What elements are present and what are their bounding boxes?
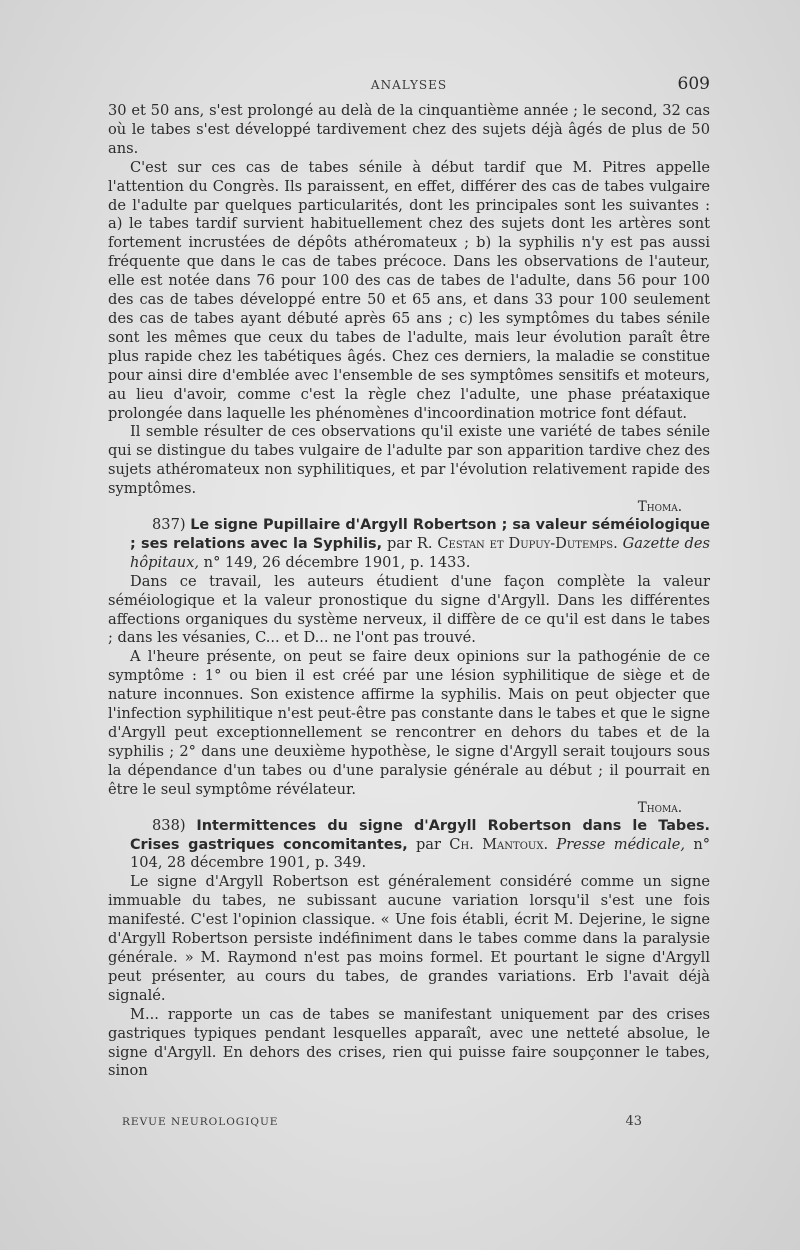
paragraph: Dans ce travail, les auteurs étudient d'une façon complète la valeur séméiologique et la valeur pronostique du signe d'Argyll. Dans les différentes affections organiques du système nerveux, il diffère de ce qu'il est dans le tabes ; dans les vésanies, C... et D... ne l'ont pas trouvé. — [108, 572, 710, 647]
page-footer — [122, 1114, 642, 1134]
paragraph: Il semble résulter de ces observations qu'il existe une variété de tabes sénile qui se distingue du tabes vulgaire de l'adulte par son apparition tardive chez des sujets athéromateux non syphilitiques, et par l'évolution relativement rapide des symptômes. — [108, 423, 710, 498]
entry-journal: Gazette des hôpitaux, — [130, 534, 711, 571]
entry-heading — [108, 817, 710, 874]
footer-journal-name: REVUE NEUROLOGIQUE — [122, 1116, 279, 1128]
footer-sheet-number: 43 — [625, 1114, 642, 1129]
page-header — [108, 74, 710, 98]
paragraph: A l'heure présente, on peut se faire deux opinions sur la pathogénie de ce symptôme : 1° ou bien il est créé par une lésion syphilitique de siège et de nature inconnues. Son existence affirme la syphilis. Mais on peut objecter que l'infection syphilitique n'est peut-être pas constante dans le tabes et que le signe d'Argyll peut exceptionnellement se rencontrer en dehors du tabes et de la syphilis ; 2° dans une deuxième hypothèse, le signe d'Argyll serait toujours sous la dépendance d'un tabes ou d'une paralysie générale au début ; il pourrait en être le seul symptôme révélateur. — [108, 648, 710, 798]
paragraph: 30 et 50 ans, s'est prolongé au delà de la cinquantième année ; le second, 32 cas où le tabes s'est développé tardivement chez des sujets déjà âgés de plus de 50 ans. — [108, 102, 710, 157]
entry-number: 837) — [152, 516, 186, 534]
entry-authors: Ch. Mantoux. — [449, 835, 549, 853]
entry-title: Intermittences du signe d'Argyll Robertson dans le Tabes. Crises gastriques concomitantes, — [130, 817, 711, 853]
author-signature: Thoma. — [637, 499, 682, 516]
entry-title: Le signe Pupillaire d'Argyll Robertson ; sa valeur séméiologique ; ses relations avec la Syphilis, — [130, 517, 711, 552]
page-number: 609 — [677, 74, 710, 94]
article-body — [108, 102, 710, 1081]
entry-number: 838) — [152, 816, 186, 834]
abstract-entry-837 — [108, 516, 710, 816]
entry-journal: Presse médicale, — [556, 835, 686, 853]
running-title: ANALYSES — [370, 78, 448, 92]
entry-citation: n° 149, 26 décembre 1901, p. 1433. — [203, 553, 471, 571]
entry-heading — [108, 516, 710, 573]
author-signature: Thoma. — [637, 799, 682, 816]
entry-by: par — [386, 534, 412, 552]
paragraph: M... rapporte un cas de tabes se manifestant uniquement par des crises gastriques typiques pendant lesquelles apparaît, avec une netteté absolue, le signe d'Argyll. En dehors des crises, rien qui puisse faire soupçonner le tabes, sinon — [108, 1005, 710, 1080]
entry-authors: R. Cestan et Dupuy-Dutemps. — [416, 534, 618, 552]
entry-by: par — [415, 835, 441, 853]
entry-citation: n° 104, 28 décembre 1901, p. 349. — [130, 835, 711, 872]
paragraph: Le signe d'Argyll Robertson est généralement considéré comme un signe immuable du tabes, ne subissant aucune variation lorsqu'il s'est une fois manifesté. C'est l'opinion classique. « Une fois établi, écrit M. Dejerine, le signe d'Argyll Robertson persiste indéfiniment dans le tabes comme dans la paralysie générale. » M. Raymond n'est pas moins formel. Et pourtant le signe d'Argyll peut présenter, au cours du tabes, de grandes variations. Erb l'avait déjà signalé. — [108, 873, 710, 1004]
abstract-entry-838 — [108, 817, 710, 1082]
paragraph: C'est sur ces cas de tabes sénile à début tardif que M. Pitres appelle l'attention du Congrès. Ils paraissent, en effet, différer des cas de tabes vulgaire de l'adulte par quelques particularités, dont les principales sont les suivantes : a) le tabes tardif survient habituellement chez des sujets dont les artères sont fortement incrustées de dépôts athéromateux ; b) la syphilis n'y est pas aussi fréquente que dans le cas de tabes précoce. Dans les observations de l'auteur, elle est notée dans 76 pour 100 des cas de tabes de l'adulte, dans 56 pour 100 des cas de tabes développé entre 50 et 65 ans, et dans 33 pour 100 seulement des cas de tabes ayant débuté après 65 ans ; c) les symptômes du tabes sénile sont les mêmes que ceux du tabes de l'adulte, mais leur évolution paraît être plus rapide chez les tabétiques âgés. Chez ces derniers, la maladie se constitue pour ainsi dire d'emblée avec l'ensemble de ses symptômes sensitifs et moteurs, au lieu d'avoir, comme c'est la règle chez l'adulte, une phase préataxique prolongée dans laquelle les phénomènes d'incoordination motrice font défaut. — [108, 158, 710, 422]
